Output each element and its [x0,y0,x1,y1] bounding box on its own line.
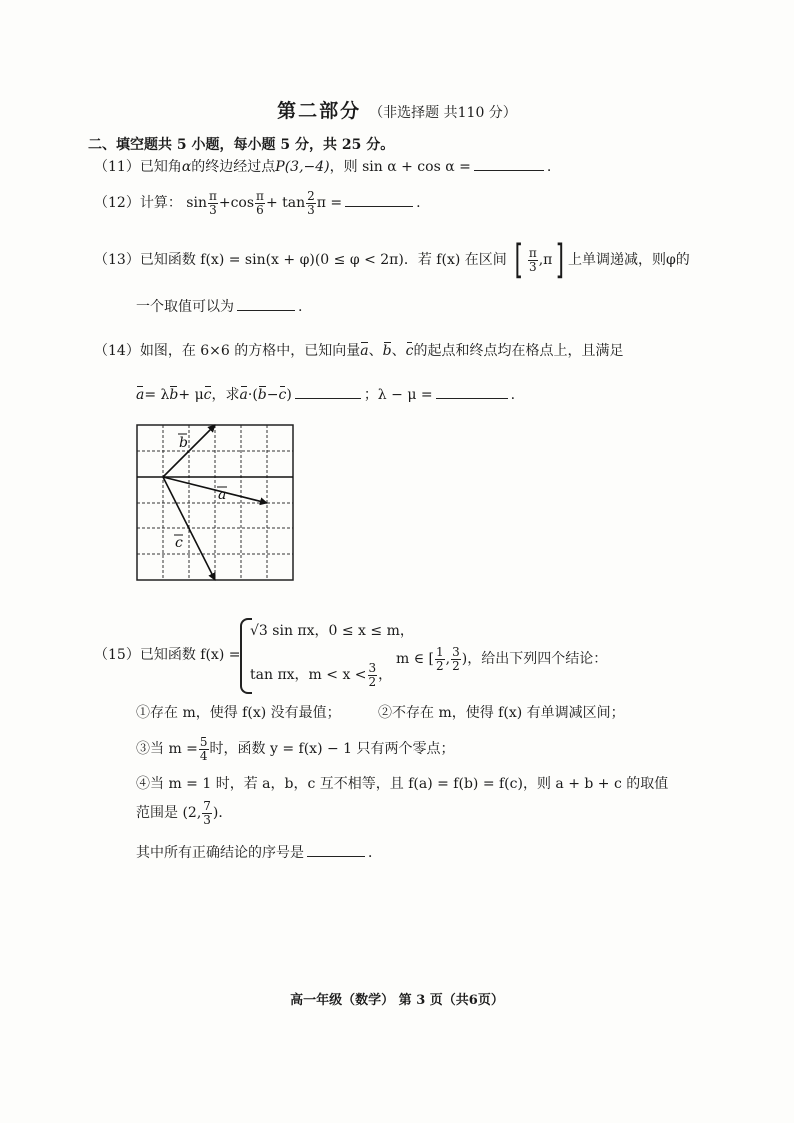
q14-vec-c: c [405,343,414,359]
question-15 [94,648,240,662]
q12-sin: sin [186,195,207,212]
q11-end: . [546,159,552,175]
q13-line2-text: 一个取值可以为 [136,299,234,315]
q11-text-c: ，则 sin α + cos α = [329,159,471,175]
q12-frac3-den: 3 [307,202,315,217]
q15-cond-frac1 [435,646,445,672]
q15-conclusion-3 [136,736,455,762]
q14-dot-mid: ·( [247,387,258,403]
q15-c4b-a: 范围是 (2, [136,805,202,822]
q15-c3-frac [199,736,209,762]
q15-case-1: √3 sin πx，0 ≤ x ≤ m， [250,623,414,639]
part-subtitle: （非选择题 共110 分） [369,105,517,121]
q13-interval [511,237,568,283]
q15-final-text: 其中所有正确结论的序号是 [136,845,304,861]
question-12 [94,190,421,216]
q15-c3-den: 4 [199,748,208,763]
vector-a-label: a [218,487,227,503]
page-footer: 高一年级（数学） 第 3 页（共6页） [290,993,504,1008]
q15-text-a: 已知函数 f(x) = [139,647,241,663]
q12-frac-2 [255,190,265,216]
q13-right-bracket: ] [555,237,565,283]
q14-eq-a: a [136,387,145,403]
q14-vec-b: b [382,343,392,359]
q13-number: （13） [94,252,140,268]
question-13 [94,237,690,283]
q15-condition [396,646,607,672]
q12-frac3-num: 2 [307,189,315,203]
q14-dot-minus: − [266,387,279,403]
q14-lambda-minus-mu: ；λ − μ = [363,387,433,403]
q11-point: P(3,−4) [275,159,330,175]
q15-conclusion-4-range [136,800,232,826]
q13-text-a: 已知函数 f(x) = sin(x + φ)(0 ≤ φ < 2π)．若 f(x) 在区间 [139,252,507,268]
q13-left-bracket: [ [514,237,524,283]
q14-line-2 [136,388,515,402]
q15-case2-text: tan πx，m < x < [250,667,367,684]
q15-cond-n2: 3 [452,645,460,659]
part-title: 第二部分 [277,100,362,122]
q15-cond-frac2 [451,646,461,672]
vector-b-label: b [179,435,188,451]
grid-lines [137,425,293,580]
q15-conclusion-4: ④当 m = 1 时，若 a，b，c 互不相等，且 f(a) = f(b) = f(c)，则 a + b + c 的取值 [136,776,669,792]
q12-text-a: 计算： [139,195,182,212]
q11-text-b: 的终边经过点 [191,159,276,175]
vector-c-label: c [175,535,183,551]
q14-number: （14） [94,343,140,359]
q14-eq-mu: + μ [178,387,204,403]
q11-answer-blank[interactable] [474,170,544,171]
q12-frac2-den: 6 [256,202,264,217]
q15-final-question [136,846,382,860]
q12-number: （12） [94,195,140,212]
q13-line-2 [136,300,302,314]
question-11 [94,160,551,174]
q15-case-2 [250,662,392,688]
q15-cond-a: m ∈ [ [396,651,435,668]
q13-frac-num: π [528,245,537,260]
q12-end: . [416,195,421,212]
q15-c4b-frac [202,800,212,826]
q14-dot-c: c [278,387,287,403]
q14-dot-b: b [257,387,267,403]
q14-eq-lambda: = λ [144,387,170,403]
q15-case2-end: ， [378,667,393,684]
q12-frac2-num: π [256,189,264,203]
q13-text-b: 上单调递减，则φ的 [567,252,690,268]
q15-cond-b: )，给出下列四个结论： [461,651,608,668]
q15-conclusion-1: ①存在 m，使得 f(x) 没有最值； [136,705,341,721]
q14-end: . [510,387,516,403]
q15-cond-comma: , [445,651,451,668]
section-heading: 二、填空题共 5 小题，每小题 5 分，共 25 分。 [88,137,395,153]
q13-end: . [298,299,303,315]
q14-sep-2: 、 [391,343,406,359]
q15-case2-den: 2 [368,674,377,689]
q14-dot-end: ) [286,387,292,403]
q13-answer-blank[interactable] [237,310,295,311]
q15-c3-num: 5 [199,735,208,749]
q12-tail: π = [316,195,343,212]
q15-answer-blank[interactable] [307,856,365,857]
vector-grid-figure [135,420,300,588]
q13-upper: ,π [538,252,553,268]
q15-conclusion-2: ②不存在 m，使得 f(x) 有单调减区间； [378,705,625,721]
q15-cond-d1: 2 [436,658,444,673]
q14-eq-c: c [203,387,212,403]
q13-frac-den: 3 [528,259,537,274]
q12-frac1-num: π [208,189,217,203]
q15-c3-a: ③当 m = [136,741,198,758]
q12-cos: +cos [218,195,255,212]
q12-frac-3 [306,190,316,216]
q12-answer-blank[interactable] [345,206,413,207]
q14-text-a: 如图，在 6×6 的方格中，已知向量 [139,343,361,359]
page-title [0,96,794,123]
q15-c4b-den: 3 [203,812,211,827]
q15-case2-frac [368,662,378,688]
q14-dot-a: a [239,387,248,403]
q11-alpha: α [181,159,192,175]
q14-sep-1: 、 [368,343,383,359]
q12-tan: + tan [265,195,306,212]
q14-answer-blank-1[interactable] [295,398,361,399]
q15-number: （15） [94,647,140,663]
q14-eq-b: b [169,387,179,403]
q14-text-b: 的起点和终点均在格点上，且满足 [413,343,624,359]
q15-c4b-num: 7 [203,799,211,813]
q15-case2-num: 3 [368,661,377,675]
q15-cond-d2: 2 [452,658,460,673]
q12-frac-1 [208,190,218,216]
question-14 [94,344,623,358]
q15-c3-b: 时，函数 y = f(x) − 1 只有两个零点； [209,741,455,758]
q13-frac [528,247,538,273]
q14-ask: ，求 [211,387,240,403]
q15-c4b-b: )． [212,805,233,822]
q14-answer-blank-2[interactable] [436,398,508,399]
q15-final-end: ． [368,845,382,861]
q15-cond-n1: 1 [436,645,444,659]
q14-vec-a: a [360,343,369,359]
q11-number: （11） [94,159,140,175]
q12-frac1-den: 3 [209,202,217,217]
q11-text-a: 已知角 [139,159,182,175]
